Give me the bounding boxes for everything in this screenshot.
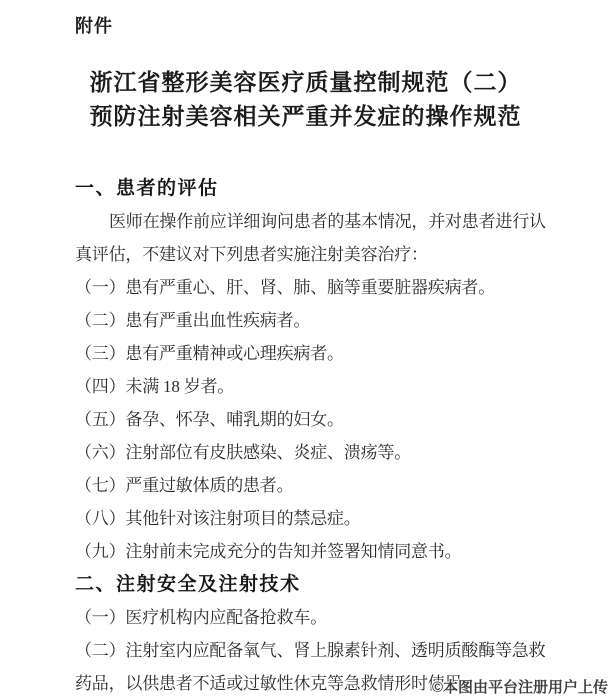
list-item-line2: 药品，以供患者不适或过敏性休克等急救情形时使用: [75, 674, 462, 693]
document-title-line1: 浙江省整形美容医疗质量控制规范（二）: [89, 70, 522, 95]
list-item-line1: （二）注射室内应配备氧气、肾上腺素针剂、透明质酸酶等急救: [75, 641, 546, 660]
list-item: （三）患有严重精神或心理疾病者。: [75, 344, 344, 363]
document-title-line2: 预防注射美容相关严重并发症的操作规范: [89, 104, 522, 129]
section1-paragraph-line1: 医师在操作前应详细询问患者的基本情况，并对患者进行认: [109, 212, 546, 231]
document-body: [75, 172, 553, 699]
list-item: （一）医疗机构内应配备抢救车。: [75, 608, 327, 627]
watermark: ©本图由平台注册用户上传: [431, 679, 608, 696]
list-item: （七）严重过敏体质的患者。: [75, 476, 294, 495]
section1-heading: 一、患者的评估: [75, 178, 219, 199]
attachment-label: 附件: [75, 16, 113, 36]
list-item: （四）未满 18 岁者。: [75, 377, 235, 396]
list-item: （九）注射前未完成充分的告知并签署知情同意书。: [75, 542, 462, 561]
document-title: [0, 66, 611, 134]
list-item: （二）患有严重出血性疾病者。: [75, 311, 311, 330]
list-item: （八）其他针对该注射项目的禁忌症。: [75, 509, 361, 528]
section2-heading: 二、注射安全及注射技术: [75, 574, 301, 595]
list-item: （五）备孕、怀孕、哺乳期的妇女。: [75, 410, 344, 429]
section1-paragraph-line2: 真评估，不建议对下列患者实施注射美容治疗：: [75, 245, 428, 264]
list-item: （六）注射部位有皮肤感染、炎症、溃疡等。: [75, 443, 411, 462]
list-item: （一）患有严重心、肝、肾、肺、脑等重要脏器疾病者。: [75, 278, 495, 297]
